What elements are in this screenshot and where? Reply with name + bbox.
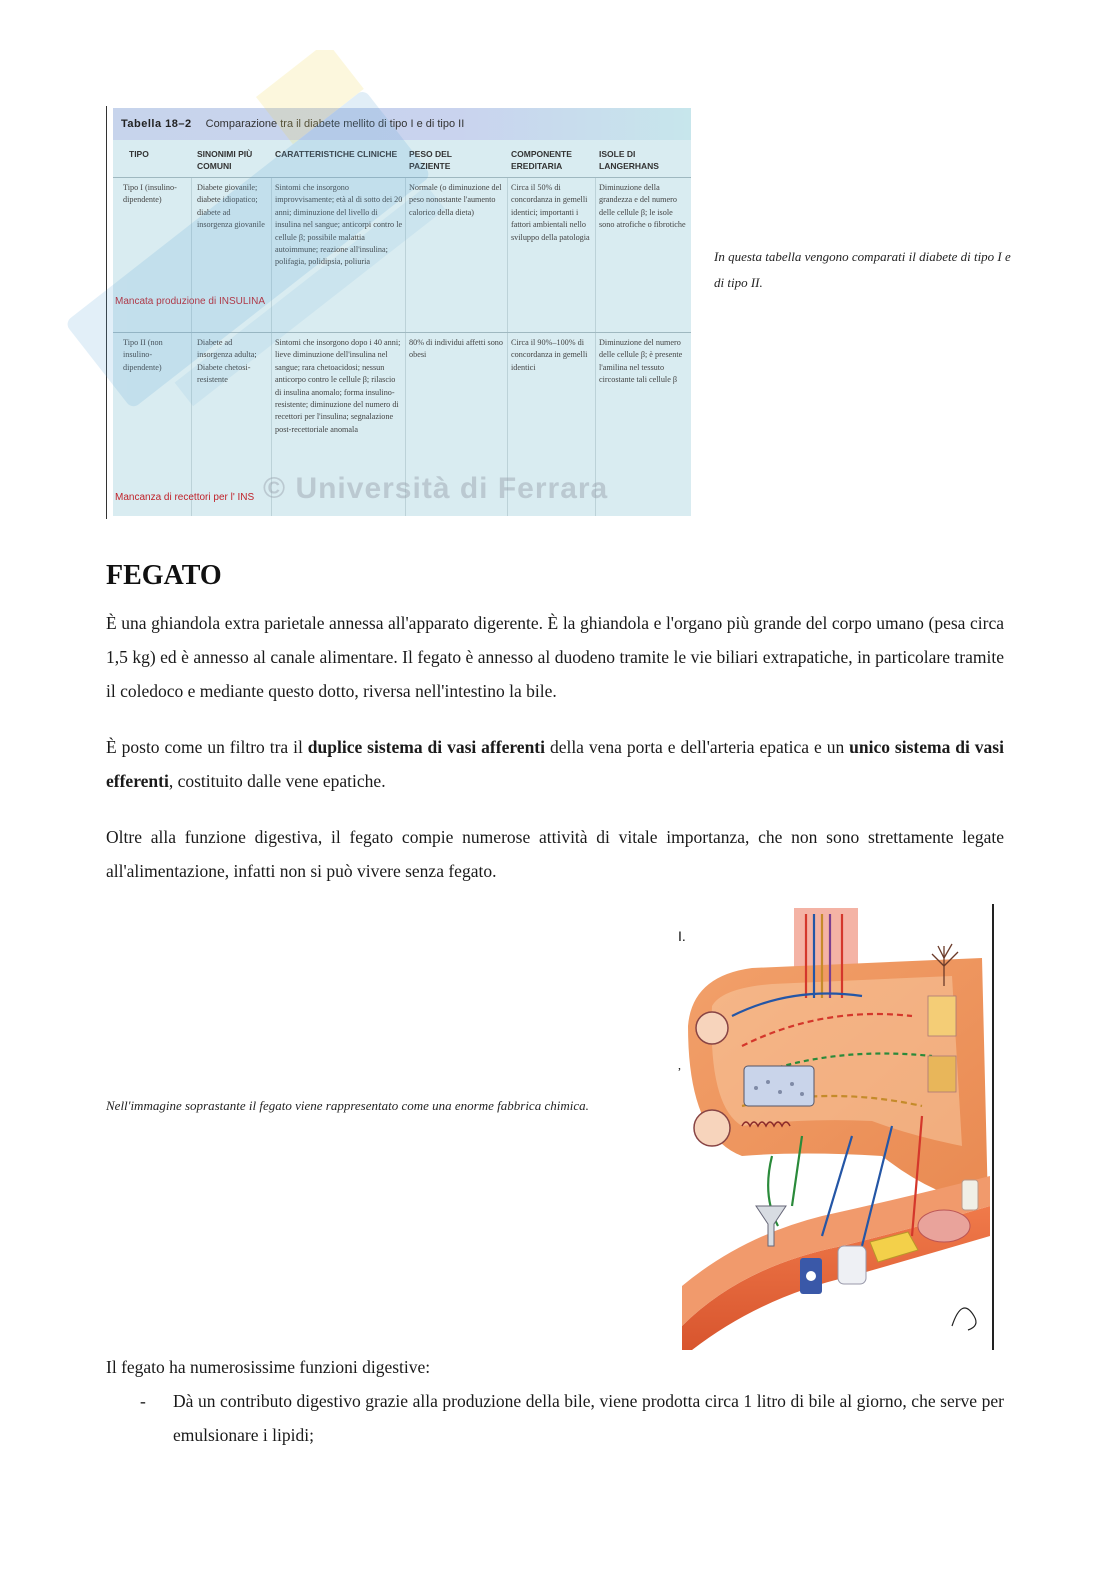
p2-text: , costituito dalle vene epatiche. — [168, 771, 386, 791]
cell-ereditaria: Circa il 90%–100% di concordanza in gemelli identici — [511, 338, 588, 372]
table-watermark: © Università di Ferrara — [263, 472, 609, 505]
p2-bold-afferent: duplice sistema di vasi afferenti — [307, 737, 545, 757]
table-caption: Comparazione tra il diabete mellito di tipo I e di tipo II — [205, 118, 465, 130]
cell-tipo: Tipo II (non insulino-dipendente) — [123, 338, 163, 372]
paragraph-4: Il fegato ha numerosissime funzioni digestive: — [106, 1357, 431, 1377]
diabetes-table-figure — [106, 106, 691, 519]
liver-illustration — [682, 906, 990, 1350]
p2-text: della vena porta e dell'arteria epatica e un — [545, 737, 850, 757]
figure-mark-comma: , — [678, 1058, 681, 1072]
header-peso: PESO DEL PAZIENTE — [409, 149, 452, 171]
table-header-row — [113, 140, 691, 178]
list-item — [106, 1384, 1004, 1452]
header-isole: ISOLE DI LANGERHANS — [599, 149, 659, 171]
table-caption-text: In questa tabella vengono comparati il diabete di tipo I e di tipo II. — [714, 249, 1011, 290]
cell-peso: Normale (o diminuzione del peso nonostante l'aumento calorico della dieta) — [409, 183, 502, 217]
paragraph-3: Oltre alla funzione digestiva, il fegato compie numerose attività di vitale importanza, che non sono strettamente legate all'alimentazione, infatti non si può vivere senza fegato. — [106, 827, 1004, 881]
table-note-type1: Mancata produzione di INSULINA — [115, 296, 266, 307]
cell-peso: 80% di individui affetti sono obesi — [409, 338, 503, 360]
figure-mark: I. — [678, 928, 686, 944]
cell-sinonimi: Diabete ad insorgenza adulta; Diabete chetosi-resistente — [197, 338, 257, 385]
header-tipo: TIPO — [129, 149, 149, 159]
diabetes-comparison-table — [113, 108, 691, 516]
table-title-bar — [113, 108, 691, 140]
cell-ereditaria: Circa il 50% di concordanza in gemelli identici; importanti i fattori ambientali nello sviluppo della patologia — [511, 183, 590, 242]
header-sinonimi: SINONIMI PIÙ COMUNI — [197, 149, 253, 171]
cell-caratteristiche: Sintomi che insorgono dopo i 40 anni; lieve diminuzione dell'insulina nel sangue; rara chetoacidosi; nessun anticorpo contro le cellule β; rilascio di insulina anomalo; forma insulino-resistente; diminuzione del numero di recettori per l'insulina; segnalazione post-recettoriale anomala — [275, 338, 401, 434]
list-dash: - — [140, 1391, 146, 1411]
p2-bold-efferent: unico sistema di vasi efferenti — [106, 737, 1004, 791]
paragraph-2 — [106, 730, 1004, 798]
cell-isole: Diminuzione del numero delle cellule β; è presente l'amilina nel tessuto circostante tali cellule β — [599, 338, 683, 385]
header-ereditaria: COMPONENTE EREDITARIA — [511, 149, 572, 171]
p2-text: È posto come un filtro tra il — [106, 737, 308, 757]
section-title: FEGATO — [106, 560, 222, 591]
table-number: Tabella 18–2 — [121, 118, 192, 130]
cell-isole: Diminuzione della grandezza e del numero delle cellule β; le isole sono atrofiche o fibrotiche — [599, 183, 686, 230]
cell-caratteristiche: Sintomi che insorgono improvvisamente; età al di sotto dei 20 anni; diminuzione del livello di insulina nel sangue; anticorpi contro le cellule β; possibile malattia autoimmune; reazione all'insulina; polifagia, polidipsia, poliuria — [275, 183, 403, 267]
figure-border — [992, 904, 994, 1350]
cell-sinonimi: Diabete giovanile; diabete idiopatico; diabete ad insorgenza giovanile — [197, 183, 265, 230]
cell-tipo: Tipo I (insulino-dipendente) — [123, 183, 177, 205]
liver-caption-text: Nell'immagine soprastante il fegato viene rappresentato come una enorme fabbrica chimica. — [106, 1098, 589, 1113]
paragraph-1: È una ghiandola extra parietale annessa all'apparato digerente. È la ghiandola e l'organo più grande del corpo umano (pesa circa 1,5 kg) ed è annesso al canale alimentare. Il fegato è annesso al duodeno tramite le vie biliari extrapatiche, in particolare tramite il coledoco e mediante questo dotto, riversa nell'intestino la bile. — [106, 613, 1004, 701]
list-item-text: Dà un contributo digestivo grazie alla produzione della bile, viene prodotta circa 1 litro di bile al giorno, che serve per emulsionare i lipidi; — [173, 1391, 1004, 1445]
digestive-functions-list — [106, 1384, 1004, 1452]
table-note-type2: Mancanza di recettori per l' INS — [115, 492, 255, 503]
liver-chemical-factory-figure — [676, 904, 996, 1350]
header-caratteristiche: CARATTERISTICHE CLINICHE — [275, 149, 398, 159]
